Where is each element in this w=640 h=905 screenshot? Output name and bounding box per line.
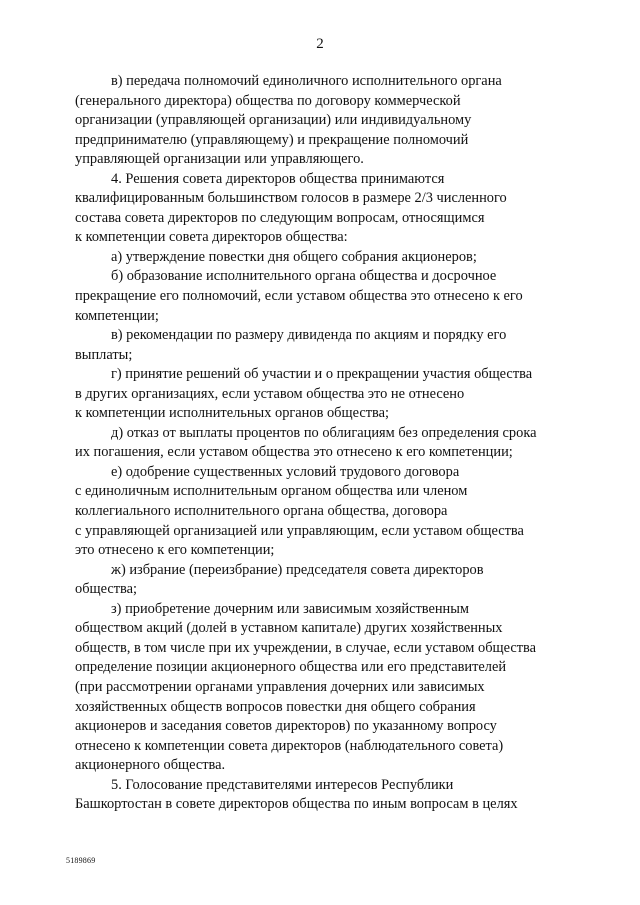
list-item-d: д) отказ от выплаты процентов по облигациям без определения срока их погашения, если уставом общества это отнесено к его компетенции; [75, 424, 537, 461]
paragraph-4-board-decisions: 4. Решения совета директоров общества принимаются квалифицированным большинством голосов в размере 2/3 численного состава совета директоров по следующим вопросам, относящимся к компетенции совета директоров общества: [75, 170, 507, 246]
list-item-a: а) утверждение повестки дня общего собрания акционеров; [111, 248, 477, 265]
list-item-e: е) одобрение существенных условий трудового договора с единоличным исполнительным органом общества или членом коллегиального исполнительного органа общества, договора с управляющей организацией или управляющим, если уставом общества это отнесено к его компетенции; [75, 463, 524, 559]
paragraph-5-voting: 5. Голосование представителями интересов Республики Башкортостан в совете директоров общества по иным вопросам в целях [75, 776, 518, 813]
page-number: 2 [316, 36, 324, 52]
list-item-zh: ж) избрание (переизбрание) председателя совета директоров общества; [75, 561, 484, 598]
list-item-b: б) образование исполнительного органа общества и досрочное прекращение его полномочий, если уставом общества это отнесено к его компетенции; [75, 268, 523, 324]
list-item-g: г) принятие решений об участии и о прекращении участия общества в других организациях, если уставом общества это не отнесено к компетенции исполнительных органов общества; [75, 366, 533, 422]
list-item-z: з) приобретение дочерним или зависимым хозяйственным обществом акций (долей в уставном капитале) других хозяйственных обществ, в том числе при их учреждении, в случае, если уставом общества определение позиции акционерного общества или его представителей (при рассмотрении органами управления дочерних или зависимых хозяйственных обществ вопросов повестки дня общего собрания акционеров и заседания советов директоров) по указанному вопросу отнесено к компетенции совета директоров (наблюдательного совета) акционерного общества. [75, 600, 537, 774]
paragraph-v-transfer-of-powers: в) передача полномочий единоличного исполнительного органа (генерального директора) общества по договору коммерческой организации (управляющей организации) или индивидуальному предпринимателю (управляющему) и прекращение полномочий управляющей организации или управляющего. [75, 73, 502, 168]
document-body [75, 72, 561, 815]
document-code: 5189869 [66, 856, 96, 865]
list-item-v: в) рекомендации по размеру дивиденда по акциям и порядку его выплаты; [75, 327, 507, 363]
